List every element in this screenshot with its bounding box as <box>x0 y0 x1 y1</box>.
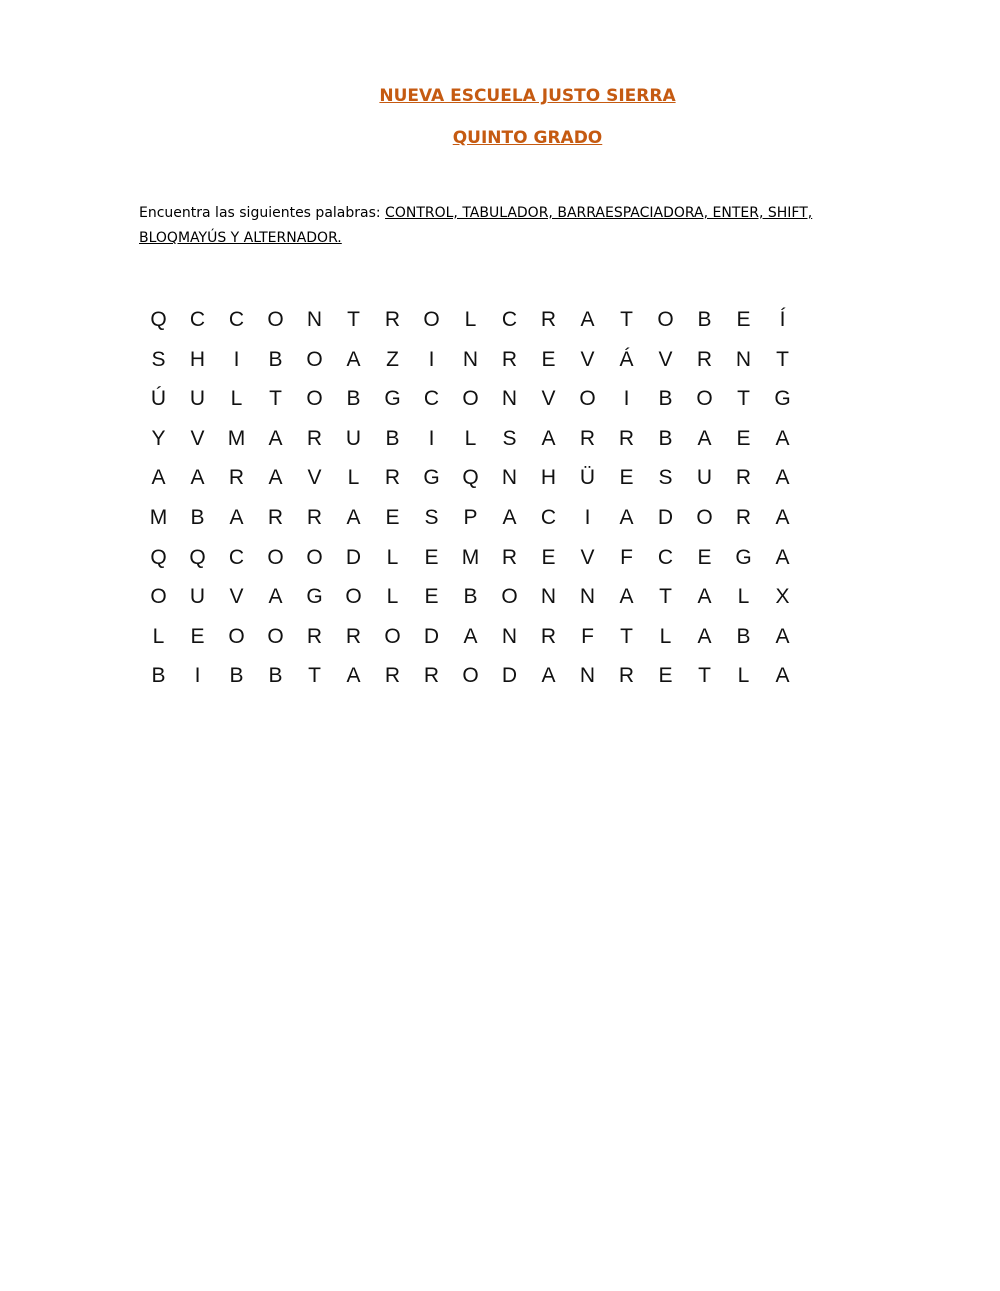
grid-cell[interactable]: A <box>619 585 634 609</box>
grid-cell[interactable]: Y <box>151 426 166 450</box>
grid-cell[interactable]: A <box>229 505 244 529</box>
grid-cell[interactable]: A <box>268 466 283 490</box>
grid-cell[interactable]: A <box>775 545 790 569</box>
grid-cell[interactable]: O <box>579 387 596 411</box>
grid-cell[interactable]: R <box>501 545 518 569</box>
grid-cell[interactable]: B <box>658 387 673 411</box>
grid-cell[interactable]: C <box>540 505 557 529</box>
grid-cell[interactable]: O <box>228 624 245 648</box>
grid-cell[interactable]: A <box>346 505 361 529</box>
grid-cell[interactable]: R <box>501 347 518 371</box>
grid-cell[interactable]: R <box>306 426 323 450</box>
grid-cell[interactable]: U <box>189 585 206 609</box>
grid-cell[interactable]: T <box>698 664 711 688</box>
grid-cell[interactable]: B <box>463 585 478 609</box>
grid-cell[interactable]: B <box>385 426 400 450</box>
grid-cell[interactable]: O <box>306 387 323 411</box>
grid-cell[interactable]: Í <box>779 308 786 331</box>
grid-cell[interactable]: E <box>619 466 634 490</box>
grid-cell[interactable]: B <box>151 664 166 688</box>
grid-cell[interactable]: L <box>464 426 477 450</box>
grid-cell[interactable]: V <box>229 585 244 609</box>
grid-cell[interactable]: M <box>227 426 246 450</box>
grid-cell[interactable]: L <box>464 308 477 331</box>
grid-cell[interactable]: R <box>345 624 362 648</box>
grid-cell[interactable]: G <box>735 545 752 569</box>
grid-cell[interactable]: B <box>268 347 283 371</box>
grid-cell[interactable]: S <box>502 426 517 450</box>
grid-cell[interactable]: O <box>501 585 518 609</box>
grid-cell[interactable]: M <box>461 545 480 569</box>
grid-cell[interactable]: B <box>190 505 205 529</box>
grid-cell[interactable]: N <box>306 308 323 331</box>
grid-cell[interactable]: A <box>775 505 790 529</box>
grid-cell[interactable]: C <box>228 308 245 331</box>
grid-cell[interactable]: C <box>189 308 206 331</box>
grid-cell[interactable]: E <box>736 308 751 331</box>
grid-cell[interactable]: I <box>233 347 240 371</box>
grid-cell[interactable]: I <box>194 664 201 688</box>
grid-cell[interactable]: R <box>423 664 440 688</box>
grid-cell[interactable]: R <box>384 664 401 688</box>
grid-cell[interactable]: G <box>423 466 440 490</box>
grid-cell[interactable]: D <box>423 624 440 648</box>
grid-cell[interactable]: T <box>620 624 633 648</box>
grid-cell[interactable]: A <box>697 624 712 648</box>
grid-cell[interactable]: R <box>267 505 284 529</box>
grid-cell[interactable]: L <box>347 466 360 490</box>
grid-cell[interactable]: N <box>540 585 557 609</box>
grid-cell[interactable]: E <box>385 505 400 529</box>
grid-cell[interactable]: E <box>658 664 673 688</box>
grid-cell[interactable]: D <box>501 664 518 688</box>
grid-cell[interactable]: U <box>189 387 206 411</box>
grid-cell[interactable]: N <box>579 664 596 688</box>
grid-cell[interactable]: G <box>384 387 401 411</box>
grid-cell[interactable]: R <box>618 664 635 688</box>
grid-cell[interactable]: A <box>775 624 790 648</box>
grid-cell[interactable]: A <box>463 624 478 648</box>
grid-cell[interactable]: A <box>268 426 283 450</box>
grid-cell[interactable]: O <box>267 545 284 569</box>
grid-cell[interactable]: B <box>697 308 712 331</box>
grid-cell[interactable]: T <box>659 585 672 609</box>
grid-cell[interactable]: T <box>269 387 282 411</box>
grid-cell[interactable]: O <box>267 624 284 648</box>
grid-cell[interactable]: O <box>345 585 362 609</box>
grid-cell[interactable]: L <box>737 585 750 609</box>
grid-cell[interactable]: G <box>306 585 323 609</box>
grid-cell[interactable]: E <box>424 545 439 569</box>
grid-cell[interactable]: A <box>190 466 205 490</box>
grid-cell[interactable]: O <box>306 347 323 371</box>
grid-cell[interactable]: R <box>540 624 557 648</box>
grid-cell[interactable]: R <box>228 466 245 490</box>
grid-cell[interactable]: S <box>151 347 166 371</box>
grid-cell[interactable]: D <box>657 505 674 529</box>
grid-cell[interactable]: R <box>579 426 596 450</box>
grid-cell[interactable]: O <box>384 624 401 648</box>
grid-cell[interactable]: Q <box>189 545 206 569</box>
school-title: NUEVA ESCUELA JUSTO SIERRA <box>379 86 676 106</box>
grid-cell[interactable]: O <box>267 308 284 331</box>
grid-cell[interactable]: A <box>697 426 712 450</box>
grid-cell[interactable]: I <box>584 505 591 529</box>
grid-cell[interactable]: H <box>189 347 206 371</box>
grid-cell[interactable]: C <box>423 387 440 411</box>
grid-cell[interactable]: F <box>620 545 633 569</box>
grid-cell[interactable]: L <box>152 624 165 648</box>
grid-cell[interactable]: A <box>151 466 166 490</box>
grid-cell[interactable]: O <box>150 585 167 609</box>
grid-cell[interactable]: V <box>190 426 205 450</box>
grid-cell[interactable]: Q <box>462 466 479 490</box>
grid-cell[interactable]: A <box>541 426 556 450</box>
grid-cell[interactable]: Á <box>619 347 634 371</box>
grid-cell[interactable]: I <box>623 387 630 411</box>
grid-cell[interactable]: X <box>775 585 790 609</box>
grid-cell[interactable]: L <box>230 387 243 411</box>
grid-cell[interactable]: B <box>658 426 673 450</box>
grid-cell[interactable]: T <box>776 347 789 371</box>
grid-cell[interactable]: A <box>697 585 712 609</box>
grid-cell[interactable]: E <box>190 624 205 648</box>
grid-cell[interactable]: G <box>774 387 791 411</box>
grid-cell[interactable]: T <box>347 308 360 331</box>
grid-cell[interactable]: A <box>775 664 790 688</box>
grid-cell[interactable]: B <box>229 664 244 688</box>
grid-cell[interactable]: O <box>423 308 440 331</box>
grid-cell[interactable]: E <box>697 545 712 569</box>
grid-cell[interactable]: R <box>735 466 752 490</box>
grid-cell[interactable]: Q <box>150 545 167 569</box>
grid-cell[interactable]: S <box>658 466 673 490</box>
grid-cell[interactable]: C <box>228 545 245 569</box>
grid-cell[interactable]: S <box>424 505 439 529</box>
grid-cell[interactable]: R <box>384 308 401 331</box>
grid-cell[interactable]: A <box>580 308 595 331</box>
grid-cell[interactable]: O <box>462 664 479 688</box>
grid-cell[interactable]: E <box>541 545 556 569</box>
grid-cell[interactable]: R <box>306 505 323 529</box>
grid-cell[interactable]: L <box>659 624 672 648</box>
grid-cell[interactable]: B <box>268 664 283 688</box>
grid-cell[interactable]: Q <box>150 308 167 331</box>
grid-cell[interactable]: D <box>345 545 362 569</box>
grid-cell[interactable]: L <box>737 664 750 688</box>
grid-cell[interactable]: R <box>306 624 323 648</box>
grid-cell[interactable]: M <box>149 505 168 529</box>
grid-cell[interactable]: U <box>345 426 362 450</box>
grid-cell[interactable]: A <box>619 505 634 529</box>
grid-cell[interactable]: A <box>346 347 361 371</box>
grid-cell[interactable]: C <box>501 308 518 331</box>
grid-cell[interactable]: Ú <box>150 387 167 411</box>
grid-cell[interactable]: O <box>657 308 674 331</box>
grid-cell[interactable]: N <box>579 585 596 609</box>
grid-cell[interactable]: H <box>540 466 557 490</box>
grid-cell[interactable]: A <box>346 664 361 688</box>
grid-cell[interactable]: A <box>775 426 790 450</box>
grid-cell[interactable]: T <box>308 664 321 688</box>
grid-cell[interactable]: B <box>346 387 361 411</box>
instructions-prefix: Encuentra las siguientes palabras: <box>139 205 386 221</box>
instructions-paragraph <box>139 201 859 251</box>
grid-cell[interactable]: I <box>428 347 435 371</box>
grid-cell[interactable]: R <box>735 505 752 529</box>
grid-cell[interactable]: I <box>428 426 435 450</box>
grid-cell[interactable]: A <box>502 505 517 529</box>
grid-cell[interactable]: A <box>775 466 790 490</box>
grid-cell[interactable]: N <box>462 347 479 371</box>
grid-cell[interactable]: N <box>501 466 518 490</box>
grid-cell[interactable]: T <box>620 308 633 331</box>
grid-cell[interactable]: N <box>501 624 518 648</box>
grid-cell[interactable]: R <box>618 426 635 450</box>
grid-cell[interactable]: L <box>386 545 399 569</box>
grid-cell[interactable]: B <box>736 624 751 648</box>
grid-cell[interactable]: O <box>462 387 479 411</box>
grid-cell[interactable]: T <box>737 387 750 411</box>
grid-cell[interactable]: V <box>307 466 322 490</box>
grid-cell[interactable]: N <box>501 387 518 411</box>
grid-cell[interactable]: V <box>658 347 673 371</box>
grid-cell[interactable]: Ü <box>579 466 596 490</box>
grid-cell[interactable]: O <box>306 545 323 569</box>
grid-cell[interactable]: V <box>580 545 595 569</box>
grade-title: QUINTO GRADO <box>452 128 603 148</box>
grid-cell[interactable]: F <box>581 624 594 648</box>
grid-cell[interactable]: E <box>541 347 556 371</box>
grid-cell[interactable]: P <box>463 505 478 529</box>
grid-cell[interactable]: E <box>424 585 439 609</box>
grid-cell[interactable]: O <box>696 387 713 411</box>
grid-cell[interactable]: U <box>696 466 713 490</box>
grid-cell[interactable]: A <box>541 664 556 688</box>
grid-cell[interactable]: A <box>268 585 283 609</box>
grid-cell[interactable]: C <box>657 545 674 569</box>
grid-cell[interactable]: N <box>735 347 752 371</box>
grid-cell[interactable]: O <box>696 505 713 529</box>
instructions-word-list: CONTROL, TABULADOR, BARRAESPACIADORA, ENTER, SHIFT, BLOQMAYÚS Y ALTERNADOR. <box>139 205 813 246</box>
grid-cell[interactable]: L <box>386 585 399 609</box>
grid-cell[interactable]: E <box>736 426 751 450</box>
grid-cell[interactable]: R <box>540 308 557 331</box>
grid-cell[interactable]: R <box>384 466 401 490</box>
grid-cell[interactable]: Z <box>386 347 399 371</box>
grid-cell[interactable]: V <box>580 347 595 371</box>
grid-cell[interactable]: R <box>696 347 713 371</box>
grid-cell[interactable]: V <box>541 387 556 411</box>
